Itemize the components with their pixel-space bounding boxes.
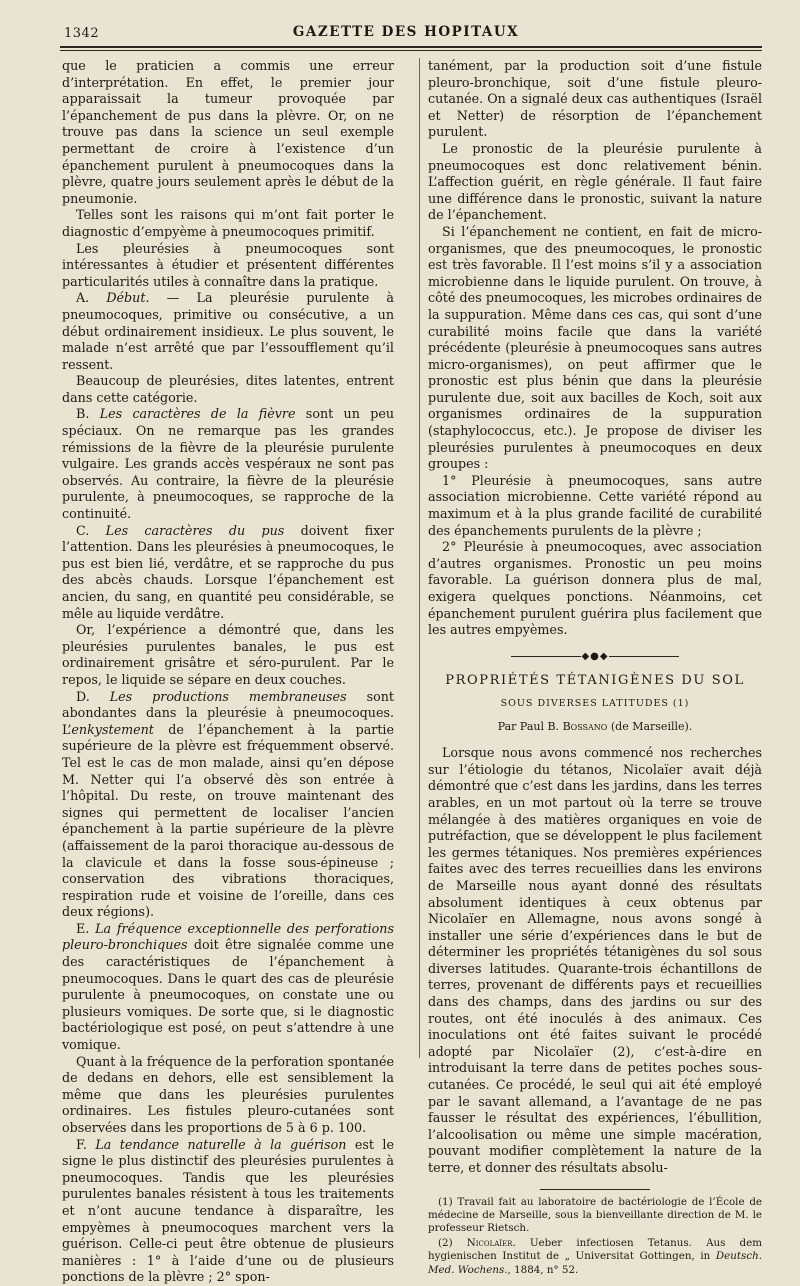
paragraph: 1° Pleurésie à pneumocoques, sans autre association microbienne. Cette variété répond au maximum et à la plus grande facilité de curabilité des épanchements purulents de la plèvre ; (428, 472, 762, 538)
section-title: Début. (106, 290, 150, 306)
article-title: PROPRIÉTÉS TÉTANIGÈNES DU SOL (445, 673, 745, 689)
column-divider (419, 58, 420, 1058)
footnotes (428, 1196, 762, 1277)
section-e (62, 921, 394, 1054)
section-title: La fréquence exceptionnelle des perforations pleuro-bronchiques (62, 920, 394, 953)
italic-term: enkystement (71, 721, 154, 737)
section-title: Les caractères de la fièvre (99, 406, 296, 422)
paragraph: Beaucoup de pleurésies, dites latentes, entrent dans cette catégorie. (62, 373, 394, 405)
author-name: Bossano (562, 719, 608, 733)
header-rule-thick (60, 46, 762, 48)
footnote: (1) Travail fait au laboratoire de bactériologie de l’École de médecine de Marseille, sous la bienveillante direction de M. le professeur Rietsch. (428, 1195, 762, 1234)
paragraph: 2° Pleurésie à pneumocoques, avec association d’autres organismes. Pronostic un peu moins favorable. La guérison donnera plus de mal, exigera quelques ponctions. Néanmoins, cet épanchement purulent guérira plus facilement que les autres empyèmes. (428, 539, 762, 638)
section-d (62, 689, 394, 921)
footnote-number: (2) (438, 1237, 467, 1250)
section-ornament: ◆●◆ (428, 649, 762, 666)
section-a (62, 290, 394, 373)
paragraph: Si l’épanchement ne contient, en fait de micro-organismes, que des pneumocoques, le pronostic est très favorable. Il l’est moins s’il y a association microbienne dans le liquide purulent. On trouve, à côté des pneumocoques, les microbes ordinaires de la suppuration. Même dans ces cas, qui sont d’une curabilité moins facile que dans la variété précédente (pleurésie à pneumocoques sans autres micro-organismes), on peut affirmer que le pronostic est plus bénin que dans la pleurésie purulente due, soit aux bacilles de Koch, soit aux organismes ordinaires de la suppuration (staphylococcus, etc.). Je propose de diviser les pleurésies purulentes à pneumocoques en deux groupes : (428, 223, 762, 472)
section-title: Les caractères du pus (105, 522, 285, 538)
page-number: 1342 (64, 26, 100, 41)
footnote-rule (540, 1189, 650, 1190)
paragraph: Les pleurésies à pneumocoques sont intéressantes à étudier et présentent différentes particularités utiles à connaître dans la pratique. (62, 240, 394, 289)
footnote-text: . Ueber infectiosen Tetanus. Aus dem hygienischen Institut de „ Universitat Gottingen, in (428, 1237, 762, 1263)
section-c (62, 523, 394, 623)
paragraph: Telles sont les raisons qui m’ont fait porter le diagnostic d’empyème à pneumocoques primitif. (62, 207, 394, 239)
author-suffix: (de Marseille). (607, 719, 693, 733)
paragraph: Lorsque nous avons commencé nos recherches sur l’étiologie du tétanos, Nicolaïer avait déjà démontré que c’est dans les jardins, dans les terres arables, en un mot partout où la terre se trouve mélangée à des matières organiques en voie de putréfaction, que se développent le plus facilement les germes tétaniques. Nos premières expériences faites avec des terres recueillies dans les environs de Marseille nous ayant donné des résultats absolument identiques à ceux obtenus par Nicolaïer en Allemagne, nous avons songé à installer une série d’expériences dans le but de déterminer les propriétés tétanigènes du sol sous diverses latitudes. Quarante-trois échantillons de terres, provenant de différents pays et recueillies dans des champs, dans des jardins ou sur des routes, ont été inoculés à des animaux. Ces inoculations ont été faites suivant le procédé adopté par Nicolaïer (2), c’est-à-dire en introduisant la terre dans de petites poches sous-cutanées. Ce procédé, le seul qui ait été employé par le savant allemand, a l’avantage de ne pas fausser le résultat des expériences, l’ébullition, l’alcoolisation ou même une simple macération, pouvant modifier complètement la nature de la terre, et donner des résultats absolu- (428, 745, 762, 1175)
section-text: — La pleurésie purulente à pneumocoques, primitive ou consécutive, a un début ordinairement insidieux. Le plus souvent, le malade n’est arrêté que par l’essoufflement qu’il ressent. (62, 290, 394, 372)
section-text: sont un peu spéciaux. On ne remarque pas les grandes rémissions de la fièvre de la pleurésie purulente vulgaire. Les grands accès vespéraux ne sont pas observés. Au contraire, la fièvre de la pleurésie purulente, à pneumocoques, se rapproche de la continuité. (62, 406, 395, 522)
footnote-author: Nicolaïer (466, 1237, 513, 1250)
section-text: doit être signalée comme une des caractéristiques de l’épanchement à pneumocoques. Dans le quart des cas de pleurésie purulente à pneumocoques, on constate une ou plusieurs vomiques. De sorte que, si le diagnostic bactériologique est posé, on peut s’attendre à une vomique. (62, 937, 394, 1053)
section-label: F. (76, 1136, 96, 1152)
footnote-journal: Deutsch. Med. Wochens. (428, 1250, 762, 1276)
section-label: A. (76, 290, 107, 306)
paragraph: Le pronostic de la pleurésie purulente à pneumocoques est donc relativement bénin. L’affection guérit, en règle générale. Il faut faire une différence dans le pronostic, suivant la nature de l’épanchement. (428, 140, 762, 223)
journal-title: GAZETTE DES HOPITAUX (292, 24, 520, 40)
footnote-text: , 1884, n° 52. (507, 1263, 579, 1276)
paragraph: tanément, par la production soit d’une fistule pleuro-bronchique, soit d’une fistule pleuro-cutanée. On a signalé deux cas authentiques (Israël et Netter) de résorption de l’épanchement purulent. (428, 58, 762, 140)
left-column (62, 58, 394, 1286)
section-text: est le signe le plus distinctif des pleurésies purulentes à pneumocoques. Tandis que les pleurésies purulentes banales résistent à tous les traitements et n’ont aucune tendance à disparaître, les empyèmes à pneumocoques marchent vers la guérison. Celle-ci peut être obtenue de plusieurs manières : 1° à l’aide d’une ou de plusieurs ponctions de la plèvre ; 2° spon- (62, 1136, 394, 1285)
header-rule-thin (60, 50, 762, 51)
section-label: B. (76, 406, 100, 422)
paragraph: que le praticien a commis une erreur d’interprétation. En effet, le premier jour apparaissait la tumeur provoquée par l’épanchement de pus dans la plèvre. Or, on ne trouve pas dans la science un seul exemple permettant de croire à l’existence d’un épanchement purulent à pneumocoques dans la plèvre, quatre jours seulement après le début de la pneumonie. (62, 58, 394, 206)
page-header (56, 22, 756, 44)
article-subtitle: SOUS DIVERSES LATITUDES (1) (500, 697, 690, 709)
section-text: doivent fixer l’attention. Dans les pleurésies à pneumocoques, le pus est bien lié, verdâtre, et se rapproche du pus des abcès chauds. Lorsque l’épanchement est ancien, du sang, en quantité peu considérable, se mêle au liquide verdâtre. (62, 522, 394, 621)
section-label: C. (76, 522, 106, 538)
section-text: de l’épanchement à la partie supérieure de la plèvre est fréquemment observé. Tel est le cas de mon malade, ainsi qu’en dépose M. Netter qui l’a observé dès son entrée à l’hôpital. Du reste, on trouve maintenant des signes qui permettent de localiser l’ancien épanchement à la partie supérieure de la plèvre (affaissement de la paroi thoracique au-dessous de la clavicule et dans la fosse sous-épineuse ; conservation des vibrations thoraciques, respiration rude et voisine de l’oreille, dans ces deux régions). (62, 721, 394, 920)
footnote (428, 1237, 762, 1277)
paragraph: Quant à la fréquence de la perforation spontanée de dedans en dehors, elle est sensiblement la même que dans les pleurésies purulentes ordinaires. Les fistules pleuro-cutanées sont observées dans les proportions de 5 à 6 p. 100. (62, 1053, 394, 1135)
section-f (62, 1137, 394, 1286)
right-column (428, 58, 762, 1279)
section-title: La tendance naturelle à la guérison (95, 1136, 347, 1152)
article-author (428, 719, 762, 736)
section-label: D. (76, 688, 110, 704)
author-prefix: Par Paul B. (497, 719, 563, 733)
section-b (62, 406, 394, 522)
section-text: sont abondantes dans la pleurésie à pneumocoques. L’ (62, 688, 395, 737)
paragraph: Or, l’expérience a démontré que, dans les pleurésies purulentes banales, le pus est ordinairement grisâtre et séro-purulent. Par le repos, le liquide se sépare en deux couches. (62, 622, 394, 687)
section-title: Les productions membraneuses (109, 688, 347, 704)
section-label: E. (76, 920, 96, 936)
